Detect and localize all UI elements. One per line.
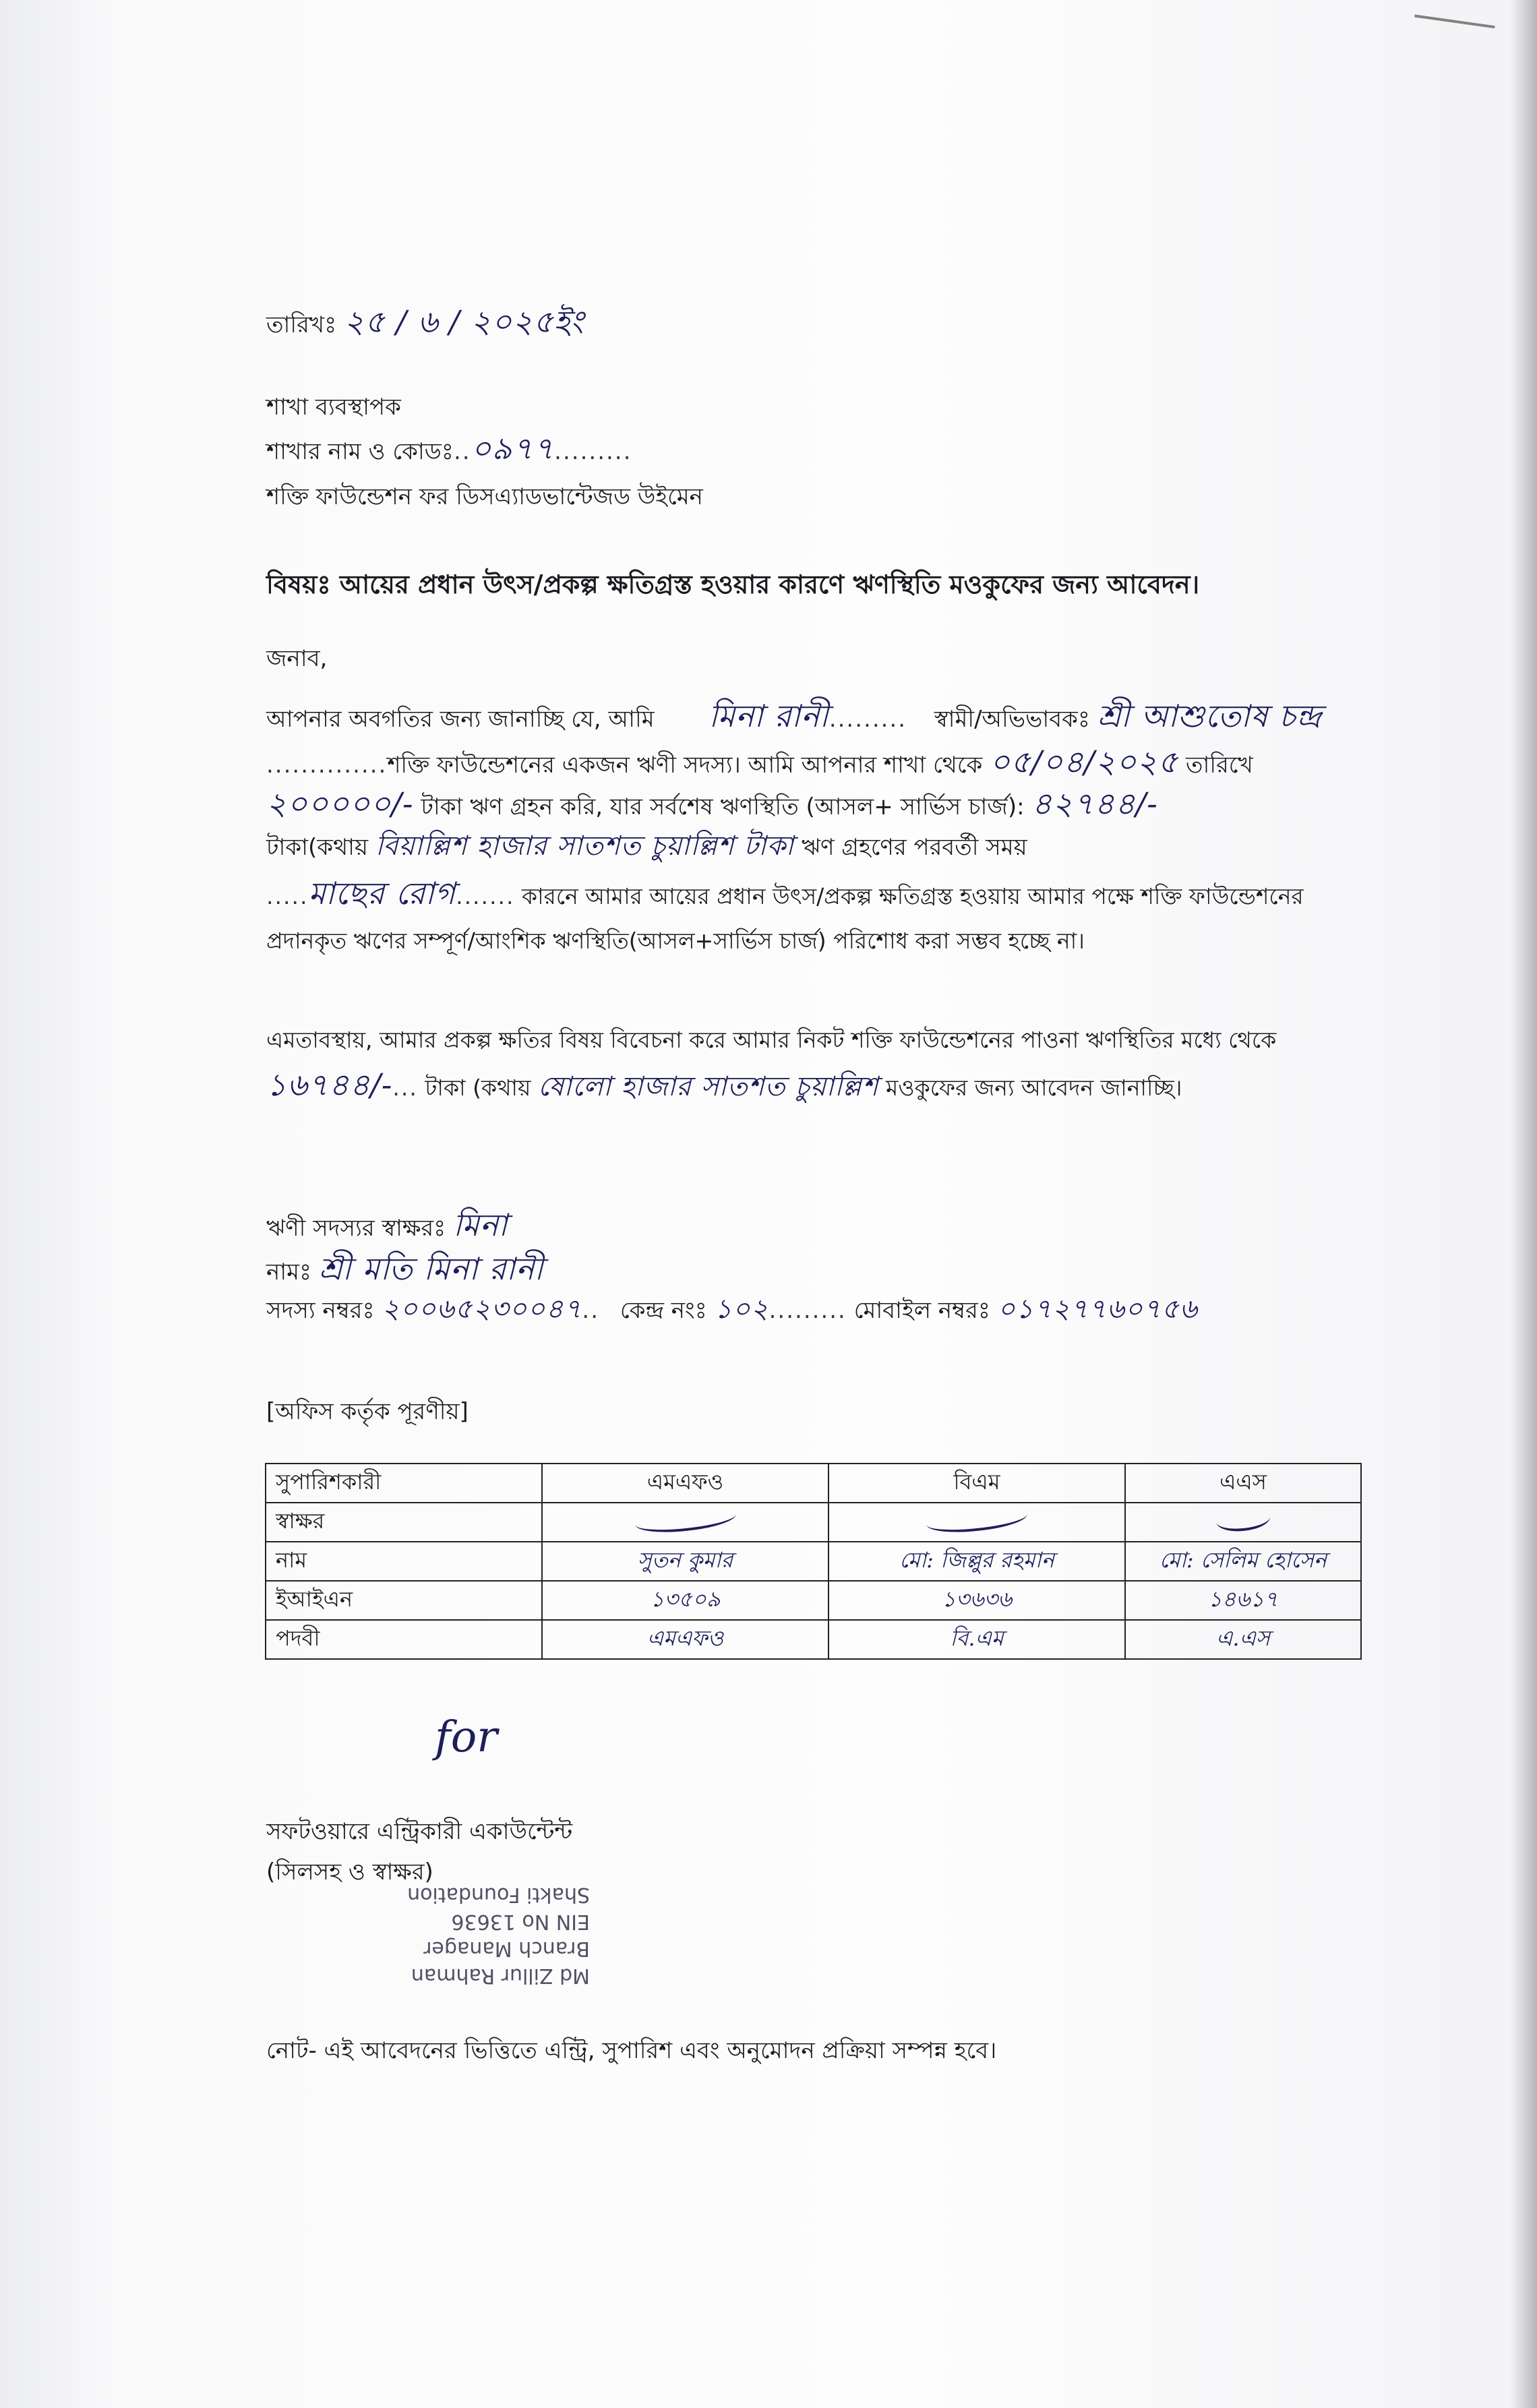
guardian-handwritten: শ্রী আশুতোষ চন্দ্র: [1097, 698, 1322, 734]
number-label: সদস্য নম্বরঃ: [266, 1297, 375, 1324]
loan-date-handwritten: ০৫/০৪/২০২৫: [990, 744, 1179, 780]
branch-line: শাখার নাম ও কোডঃ..০৯৭৭.........: [266, 430, 632, 466]
table-cell: সুতন কুমার: [542, 1542, 828, 1581]
footer-note: নোট- এই আবেদনের ভিত্তিতে এন্ট্রি, সুপারিশ এবং অনুমোদন প্রক্রিয়া সম্পন্ন হবে।: [266, 2037, 997, 2064]
page-edge-shadow: [1510, 0, 1537, 2408]
table-cell: ১৩৫০৯: [542, 1581, 828, 1620]
stamp-line: Md Zillur Rahman: [411, 1964, 590, 1987]
member-number-line: সদস্য নম্বরঃ ২০০৬৫২৩০০৪৭.. কেন্দ্র নংঃ ১০২......... মোবাইল নম্বরঃ ০১৭২৭৭৬০৭৫৬: [266, 1294, 1198, 1325]
branch-label: শাখার নাম ও কোডঃ: [266, 438, 454, 465]
stamp-line: EIN No 13636: [451, 1910, 590, 1933]
body-para-1-end: .....মাছের রোগ....... কারনে আমার আয়ের প্রধান উৎস/প্রকল্প ক্ষতিগ্রস্ত হওয়ায় আমার পক্ষে শক্তি ফাউন্ডেশনের প্রদানকৃত ঋণের সম্পূর্ণ/আংশিক ঋণস্থিতি(আসল+সার্ভিস চার্জ) পরিশোধ করা সম্ভব হচ্ছে না।: [266, 875, 1304, 954]
signature-mark: [926, 1503, 1029, 1536]
table-cell: বি.এম: [828, 1620, 1125, 1659]
body-text: টাকা ঋণ গ্রহন করি, যার সর্বশেষ ঋণস্থিতি (আসল+ সার্ভিস চার্জ):: [421, 793, 1025, 820]
branch-code: ০৯৭৭: [471, 430, 555, 466]
row-label: ইআইএন: [266, 1581, 542, 1620]
table-header-row: [266, 1464, 1361, 1503]
subject-line: বিষয়ঃ আয়ের প্রধান উৎস/প্রকল্প ক্ষতিগ্রস্ত হওয়ার কারণে ঋণস্থিতি মওকুফের জন্য আবেদন।: [266, 570, 1200, 599]
table-row: [266, 1620, 1361, 1659]
for-handwritten: for: [435, 1712, 498, 1762]
signature-mark: [634, 1503, 737, 1536]
body-text: ঋণ গ্রহণের পরবর্তী সময়: [801, 834, 1027, 861]
table-cell: এমএফও: [542, 1620, 828, 1659]
table-cell: মো: জিল্লুর রহমান: [828, 1542, 1125, 1581]
salutation: জনাব,: [266, 645, 328, 672]
member-signature: মিনা: [453, 1207, 508, 1243]
body-line-2: ..............শক্তি ফাউন্ডেশনের একজন ঋণী সদস্য। আমি আপনার শাখা থেকে ০৫/০৪/২০২৫ তারিখে: [266, 744, 1253, 780]
signature-cell: [542, 1503, 828, 1542]
waiver-amount-handwritten: ১৬৭৪৪/-: [266, 1066, 393, 1103]
row-label: স্বাক্ষর: [266, 1503, 542, 1542]
body-text: শক্তি ফাউন্ডেশনের একজন ঋণী সদস্য। আমি আপনার শাখা থেকে: [387, 752, 983, 779]
mobile-number: ০১৭২৭৭৬০৭৫৬: [997, 1294, 1198, 1325]
row-label: পদবী: [266, 1620, 542, 1659]
stamp-line: Shakti Foundation: [407, 1883, 590, 1906]
loan-amount-handwritten: ২০০০০০/-: [266, 785, 414, 822]
balance-words-handwritten: বিয়াল্লিশ হাজার সাতশত চুয়াল্লিশ টাকা: [375, 831, 795, 862]
table-cell: ১৩৬৩৬: [828, 1581, 1125, 1620]
signature-cell: [1125, 1503, 1361, 1542]
table-row: [266, 1581, 1361, 1620]
table-header-cell: এএস: [1125, 1464, 1361, 1503]
body-text: আপনার অবগতির জন্য জানাচ্ছি যে, আমি: [266, 706, 655, 733]
member-name-handwritten: মিনা রানী: [709, 698, 829, 734]
member-name: শ্রী মতি মিনা রানী: [318, 1251, 544, 1287]
addressee: শাখা ব্যবস্থাপক: [266, 394, 401, 421]
signature-cell: [828, 1503, 1125, 1542]
table-cell: মো: সেলিম হোসেন: [1125, 1542, 1361, 1581]
member-number: ২০০৬৫২৩০০৪৭: [382, 1294, 582, 1325]
table-cell: এ.এস: [1125, 1620, 1361, 1659]
signature-mark: [1215, 1505, 1271, 1534]
organization-name: শক্তি ফাউন্ডেশন ফর ডিসএ্যাডভান্টেজড উইমেন: [266, 483, 703, 510]
table-row: [266, 1503, 1361, 1542]
body-text: কারনে আমার আয়ের প্রধান উৎস/প্রকল্প ক্ষতিগ্রস্ত হওয়ায় আমার পক্ষে শক্তি ফাউন্ডেশনের প্রদানকৃত ঋণের সম্পূর্ণ/আংশিক ঋণস্থিতি(আসল+সার্ভিস চার্জ) পরিশোধ করা সম্ভব হচ্ছে না।: [266, 883, 1304, 954]
name-label: নামঃ: [266, 1259, 312, 1286]
body-line-4: [266, 831, 1027, 862]
body-text: টাকা (কথায়: [425, 1075, 531, 1101]
reason-handwritten: মাছের রোগ: [308, 875, 456, 911]
date-line: [266, 303, 584, 340]
date-label: তারিখঃ: [266, 311, 337, 338]
waiver-words-handwritten: ষোলো হাজার সাতশত চুয়াল্লিশ: [537, 1071, 879, 1102]
mobile-label: মোবাইল নম্বরঃ: [853, 1297, 990, 1324]
office-use-table: [265, 1463, 1362, 1660]
office-caption: [অফিস কর্তৃক পূরণীয়]: [266, 1398, 469, 1425]
guardian-label: স্বামী/অভিভাবকঃ: [934, 706, 1091, 733]
signature-label: ঋণী সদস্যর স্বাক্ষরঃ: [266, 1215, 446, 1242]
date-value: ২৫ / ৬ / ২০২৫ইং: [344, 303, 584, 340]
body-line-1: আপনার অবগতির জন্য জানাচ্ছি যে, আমি মিনা রানী......... স্বামী/অভিভাবকঃ শ্রী আশুতোষ চন্দ্র: [266, 698, 1322, 734]
member-signature-line: [266, 1207, 508, 1243]
balance-handwritten: ৪২৭৪৪/-: [1031, 785, 1158, 822]
center-label: কেন্দ্র নংঃ: [620, 1297, 707, 1324]
accountant-title: সফটওয়ারে এন্ট্রিকারী একাউন্টেন্ট: [266, 1818, 573, 1845]
body-text: টাকা(কথায়: [266, 834, 368, 861]
body-text: তারিখে: [1186, 752, 1253, 779]
body-para-2: এমতাবস্থায়, আমার প্রকল্প ক্ষতির বিষয় বিবেচনা করে আমার নিকট শক্তি ফাউন্ডেশনের পাওনা ঋণস্থিতির মধ্যে থেকে ১৬৭৪৪/-... টাকা (কথায় ষোলো হাজার সাতশত চুয়াল্লিশ মওকুফের জন্য আবেদন জানাচ্ছি।: [266, 1027, 1277, 1103]
row-label: নাম: [266, 1542, 542, 1581]
member-name-line: [266, 1251, 544, 1287]
table-row: [266, 1542, 1361, 1581]
branch-manager-stamp: [347, 1881, 590, 1989]
body-text: মওকুফের জন্য আবেদন জানাচ্ছি।: [886, 1075, 1182, 1101]
table-header-cell: এমএফও: [542, 1464, 828, 1503]
center-number: ১০২: [714, 1294, 769, 1325]
body-text: এমতাবস্থায়, আমার প্রকল্প ক্ষতির বিষয় বিবেচনা করে আমার নিকট শক্তি ফাউন্ডেশনের পাওনা ঋণস্থিতির মধ্যে থেকে: [266, 1027, 1277, 1053]
table-cell: ১৪৬১৭: [1125, 1581, 1361, 1620]
body-line-3: [266, 785, 1158, 822]
table-header-cell: সুপারিশকারী: [266, 1464, 542, 1503]
table-header-cell: বিএম: [828, 1464, 1125, 1503]
stamp-line: Branch Manager: [423, 1937, 590, 1960]
accountant-sub: (সিলসহ ও স্বাক্ষর): [266, 1859, 433, 1886]
